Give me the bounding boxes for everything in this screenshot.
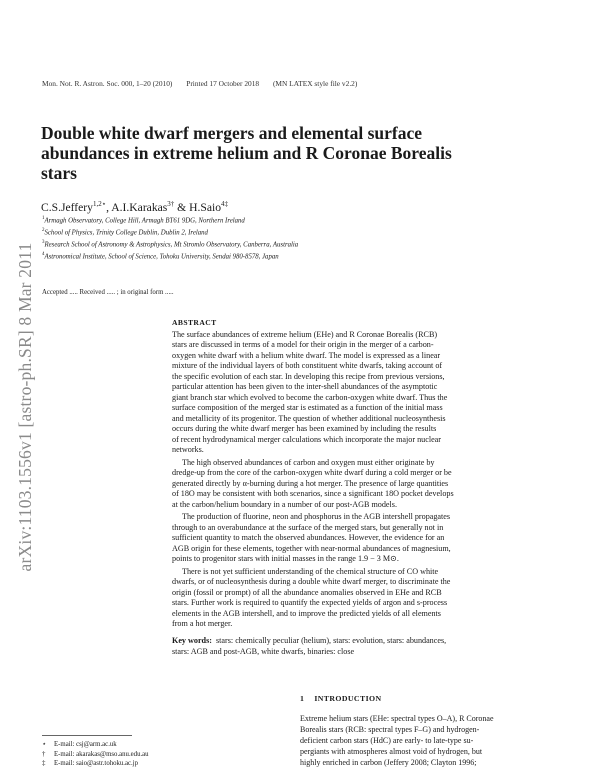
footnote-email: E-mail: akarakas@mso.anu.edu.au <box>54 750 149 758</box>
title-line: Double white dwarf mergers and elemental surface <box>41 123 423 143</box>
affiliation-item <box>42 214 298 226</box>
abstract-paragraph <box>172 330 562 456</box>
keywords-section <box>172 636 562 657</box>
abstract-line: oxygen white dwarf with a helium white dwarf. The model is expressed as a linear <box>172 350 441 360</box>
footnote-item <box>42 759 149 769</box>
affiliation-item <box>42 226 298 238</box>
footnote-item <box>42 740 149 750</box>
abstract-line: sufficient quantity to match the observed abundances. However, the evidence for an <box>172 533 445 542</box>
abstract-line: dwarfs, or of nucleosynthesis during a double white dwarf merger, to discriminate the <box>172 577 451 586</box>
abstract-line: dredge-up from the core of the carbon-oxygen white dwarf during a cold merger or be <box>172 468 452 477</box>
affiliation-text: Astronomical Institute, School of Science, Tohoku University, Sendai 980-8578, Japan <box>44 252 279 260</box>
style-file-note: (MN LATEX style file v2.2) <box>272 79 358 88</box>
affiliation-number: 4 <box>42 251 45 257</box>
title-line: abundances in extreme helium and R Coronae Borealis <box>41 143 452 163</box>
printed-date: Printed 17 October 2018 <box>186 79 260 88</box>
abstract-line: mixture of the individual layers of both constituent white dwarfs, taking account of <box>172 361 443 370</box>
abstract-line: the specific evolution of each star. In developing this recipe from previous versions, <box>172 371 445 381</box>
author-name: C.S.Jeffery <box>41 200 93 214</box>
author-list <box>41 200 228 214</box>
abstract-line: AGB origin for these elements, together with near-normal abundances of magnesium, <box>172 543 451 553</box>
section-title: INTRODUCTION <box>314 694 382 703</box>
footnote-item <box>42 750 149 760</box>
footnote-rule <box>42 735 132 736</box>
abstract-line: networks. <box>172 445 204 454</box>
keywords-label: Key words: <box>172 636 212 645</box>
author-separator: , <box>106 200 112 214</box>
body-line: pergiants with atmospheres almost void of hydrogen, but <box>300 747 483 756</box>
abstract-heading: ABSTRACT <box>172 318 217 327</box>
keywords-line <box>172 636 562 647</box>
abstract-line: origin (fossil or prompt) of all the abundance anomalies observed in EHe and RCB <box>172 587 442 597</box>
affiliation-number: 1 <box>42 216 45 221</box>
footnote-email: E-mail: csj@arm.ac.uk <box>54 741 117 748</box>
abstract-paragraph <box>172 512 562 565</box>
abstract-line: of 18O may be consistent with both scenarios, since a significant 18O pocket develops <box>172 489 454 498</box>
footnote-mark: † <box>42 750 46 758</box>
body-line: Extreme helium stars (EHe: spectral types O–A), R Coronae <box>300 714 494 723</box>
author-name: H.Saio <box>189 200 221 214</box>
abstract-line: points to progenitor stars with initial masses in the range 1.9 − 3 M⊙. <box>172 554 399 563</box>
section-heading <box>300 694 382 703</box>
abstract-line: The production of fluorine, neon and phosphorus in the AGB intershell propagates <box>182 512 451 521</box>
abstract-line: The high observed abundances of carbon and oxygen must either originate by <box>182 457 435 467</box>
footnotes <box>42 740 149 769</box>
keywords-text: stars: AGB and post-AGB, white dwarfs, binaries: close <box>172 646 355 656</box>
author-name: A.I.Karakas <box>111 200 168 214</box>
abstract-line: and metallicity of its progenitor. The question of whether additional nucleosynthesis <box>172 413 446 423</box>
affiliation-text: Research School of Astronomy & Astrophysics, Mt Stromlo Observatory, Canberra, Australia <box>44 240 299 248</box>
abstract-line: through to an overabundance at the surface of the merged stars, but generally not in <box>172 522 444 532</box>
abstract-paragraph <box>172 567 562 630</box>
footnote-mark: ‡ <box>42 760 46 768</box>
journal-header <box>42 79 562 88</box>
author-affiliation-mark: 4‡ <box>221 200 228 208</box>
author-affiliation-mark: 3† <box>167 200 175 208</box>
body-line: deficient carbon stars (HdC) are early- to late-type su- <box>300 736 474 745</box>
abstract-line: occurs during the white dwarf merger has been examined by including the results <box>172 424 437 433</box>
introduction-body <box>300 713 562 768</box>
affiliation-item <box>42 250 298 262</box>
affiliation-number: 3 <box>42 239 45 245</box>
body-line: Borealis stars (RCB: spectral types F–G) and hydrogen- <box>300 725 480 734</box>
footnote-email: E-mail: saio@astr.tohoku.ac.jp <box>54 760 139 768</box>
arxiv-identifier-stamp: arXiv:1103.1556v1 [astro-ph.SR] 8 Mar 2011 <box>15 242 35 572</box>
affiliation-number: 2 <box>42 227 45 233</box>
author-separator: & <box>174 200 190 214</box>
abstract-line: surface composition of the merged star is estimated as a function of the initial mass <box>172 403 443 412</box>
abstract-section <box>172 318 562 632</box>
abstract-line: of recent hydrodynamical merger calculations which incorporate the major nuclear <box>172 434 441 444</box>
abstract-line: giant branch star which evolved to become the carbon-oxygen white dwarf. Thus the <box>172 392 448 402</box>
author-affiliation-mark: 1,2⋆ <box>92 200 107 208</box>
paper-title <box>41 123 541 183</box>
abstract-line: There is not yet sufficient understanding of the chemical structure of CO white <box>182 566 439 576</box>
abstract-line: generated directly by α-burning during a hot merger. The presence of large quantities <box>172 478 449 488</box>
affiliation-item <box>42 238 298 250</box>
journal-citation: Mon. Not. R. Astron. Soc. 000, 1–20 (2010) <box>42 79 173 88</box>
abstract-line: at the carbon/helium boundary in a number of our post-AGB models. <box>172 499 397 509</box>
keywords-text: stars: chemically peculiar (helium), stars: evolution, stars: abundances, <box>216 636 447 645</box>
received-accepted-line: Accepted ..... Received ..... ; in original form ..... <box>42 289 174 296</box>
section-number: 1 <box>300 694 305 703</box>
footnote-mark: ⋆ <box>42 741 47 748</box>
abstract-paragraph <box>172 458 562 511</box>
abstract-line: stars. Further work is required to quantify the expected yields of argon and s-process <box>172 598 448 607</box>
affiliation-text: Armagh Observatory, College Hill, Armagh BT61 9DG, Northern Ireland <box>44 217 245 225</box>
abstract-line: elements in the AGB intershell, and to improve the predicted yields of all elements <box>172 608 441 618</box>
affiliation-list <box>42 214 298 261</box>
abstract-line: The surface abundances of extreme helium (EHe) and R Coronae Borealis (RCB) <box>172 329 438 339</box>
body-line: highly enriched in carbon (Jeffery 2008; Clayton 1996; <box>300 758 477 767</box>
abstract-line: stars are discussed in terms of a model for their origin in the merger of a carbon- <box>172 340 434 349</box>
affiliation-text: School of Physics, Trinity College Dublin, Dublin 2, Ireland <box>44 229 208 237</box>
abstract-line: from a hot merger. <box>172 619 233 628</box>
abstract-line: particular attention has been given to the inter-shell abundances of the asymptotic <box>172 382 438 391</box>
title-line: stars <box>41 163 77 183</box>
